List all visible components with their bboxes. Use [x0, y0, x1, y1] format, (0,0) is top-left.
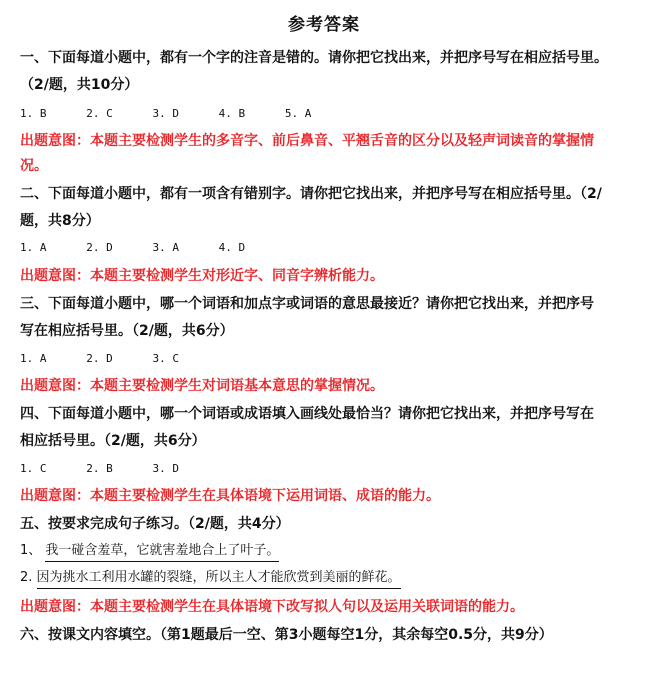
- sentence2-answer: 因为挑水工利用水罐的裂缝，所以主人才能欣赏到美丽的鲜花。: [37, 569, 401, 589]
- sentence2-number: 2.: [20, 570, 33, 585]
- section5-intent: 出题意图：本题主要检测学生在具体语境下改写拟人句以及运用关联词语的能力。: [20, 599, 524, 615]
- section1-heading-line2: （2/题，共10分）: [20, 77, 139, 93]
- section1-intent-line1: 出题意图：本题主要检测学生的多音字、前后鼻音、平翘舌音的区分以及轻声词读音的掌握情: [20, 133, 594, 149]
- section4-heading-line1: 四、下面每道小题中，哪一个词语或成语填入画线处最恰当？请你把它找出来，并把序号写在: [20, 406, 594, 422]
- section5-heading: 五、按要求完成句子练习。（2/题，共4分）: [20, 516, 290, 532]
- section3-heading-line2: 写在相应括号里。（2/题，共6分）: [20, 323, 234, 339]
- section1-intent-line2: 况。: [20, 158, 48, 174]
- sentence1-number: 1、: [20, 543, 42, 558]
- section2-heading-line1: 二、下面每道小题中，都有一项含有错别字。请你把它找出来，并把序号写在相应括号里。（2/: [20, 186, 602, 202]
- section3-intent: 出题意图：本题主要检测学生对词语基本意思的掌握情况。: [20, 378, 384, 394]
- section2-intent: 出题意图：本题主要检测学生对形近字、同音字辨析能力。: [20, 268, 384, 284]
- section6-heading: 六、按课文内容填空。（第1题最后一空、第3小题每空1分，其余每空0.5分，共9分）: [20, 627, 553, 643]
- page-title: 参考答案: [288, 15, 360, 35]
- section1-answers: 1. B 2. C 3. D 4. B 5. A: [20, 107, 312, 120]
- section1-heading-line1: 一、下面每道小题中，都有一个字的注音是错的。请你把它找出来，并把序号写在相应括号里。: [20, 50, 608, 66]
- section5-sentence1: [20, 542, 640, 562]
- section3-answers: 1. A 2. D 3. C: [20, 352, 179, 365]
- section5-sentence2: [20, 569, 640, 589]
- section4-heading-line2: 相应括号里。（2/题，共6分）: [20, 433, 206, 449]
- section3-heading-line1: 三、下面每道小题中，哪一个词语和加点字或词语的意思最接近？请你把它找出来，并把序号: [20, 296, 594, 312]
- sentence1-answer: 我一碰含羞草，它就害羞地合上了叶子。: [45, 542, 279, 562]
- section2-heading-line2: 题，共8分）: [20, 213, 100, 229]
- section2-answers: 1. A 2. D 3. A 4. D: [20, 241, 246, 254]
- section4-intent: 出题意图：本题主要检测学生在具体语境下运用词语、成语的能力。: [20, 488, 440, 504]
- section4-answers: 1. C 2. B 3. D: [20, 462, 179, 475]
